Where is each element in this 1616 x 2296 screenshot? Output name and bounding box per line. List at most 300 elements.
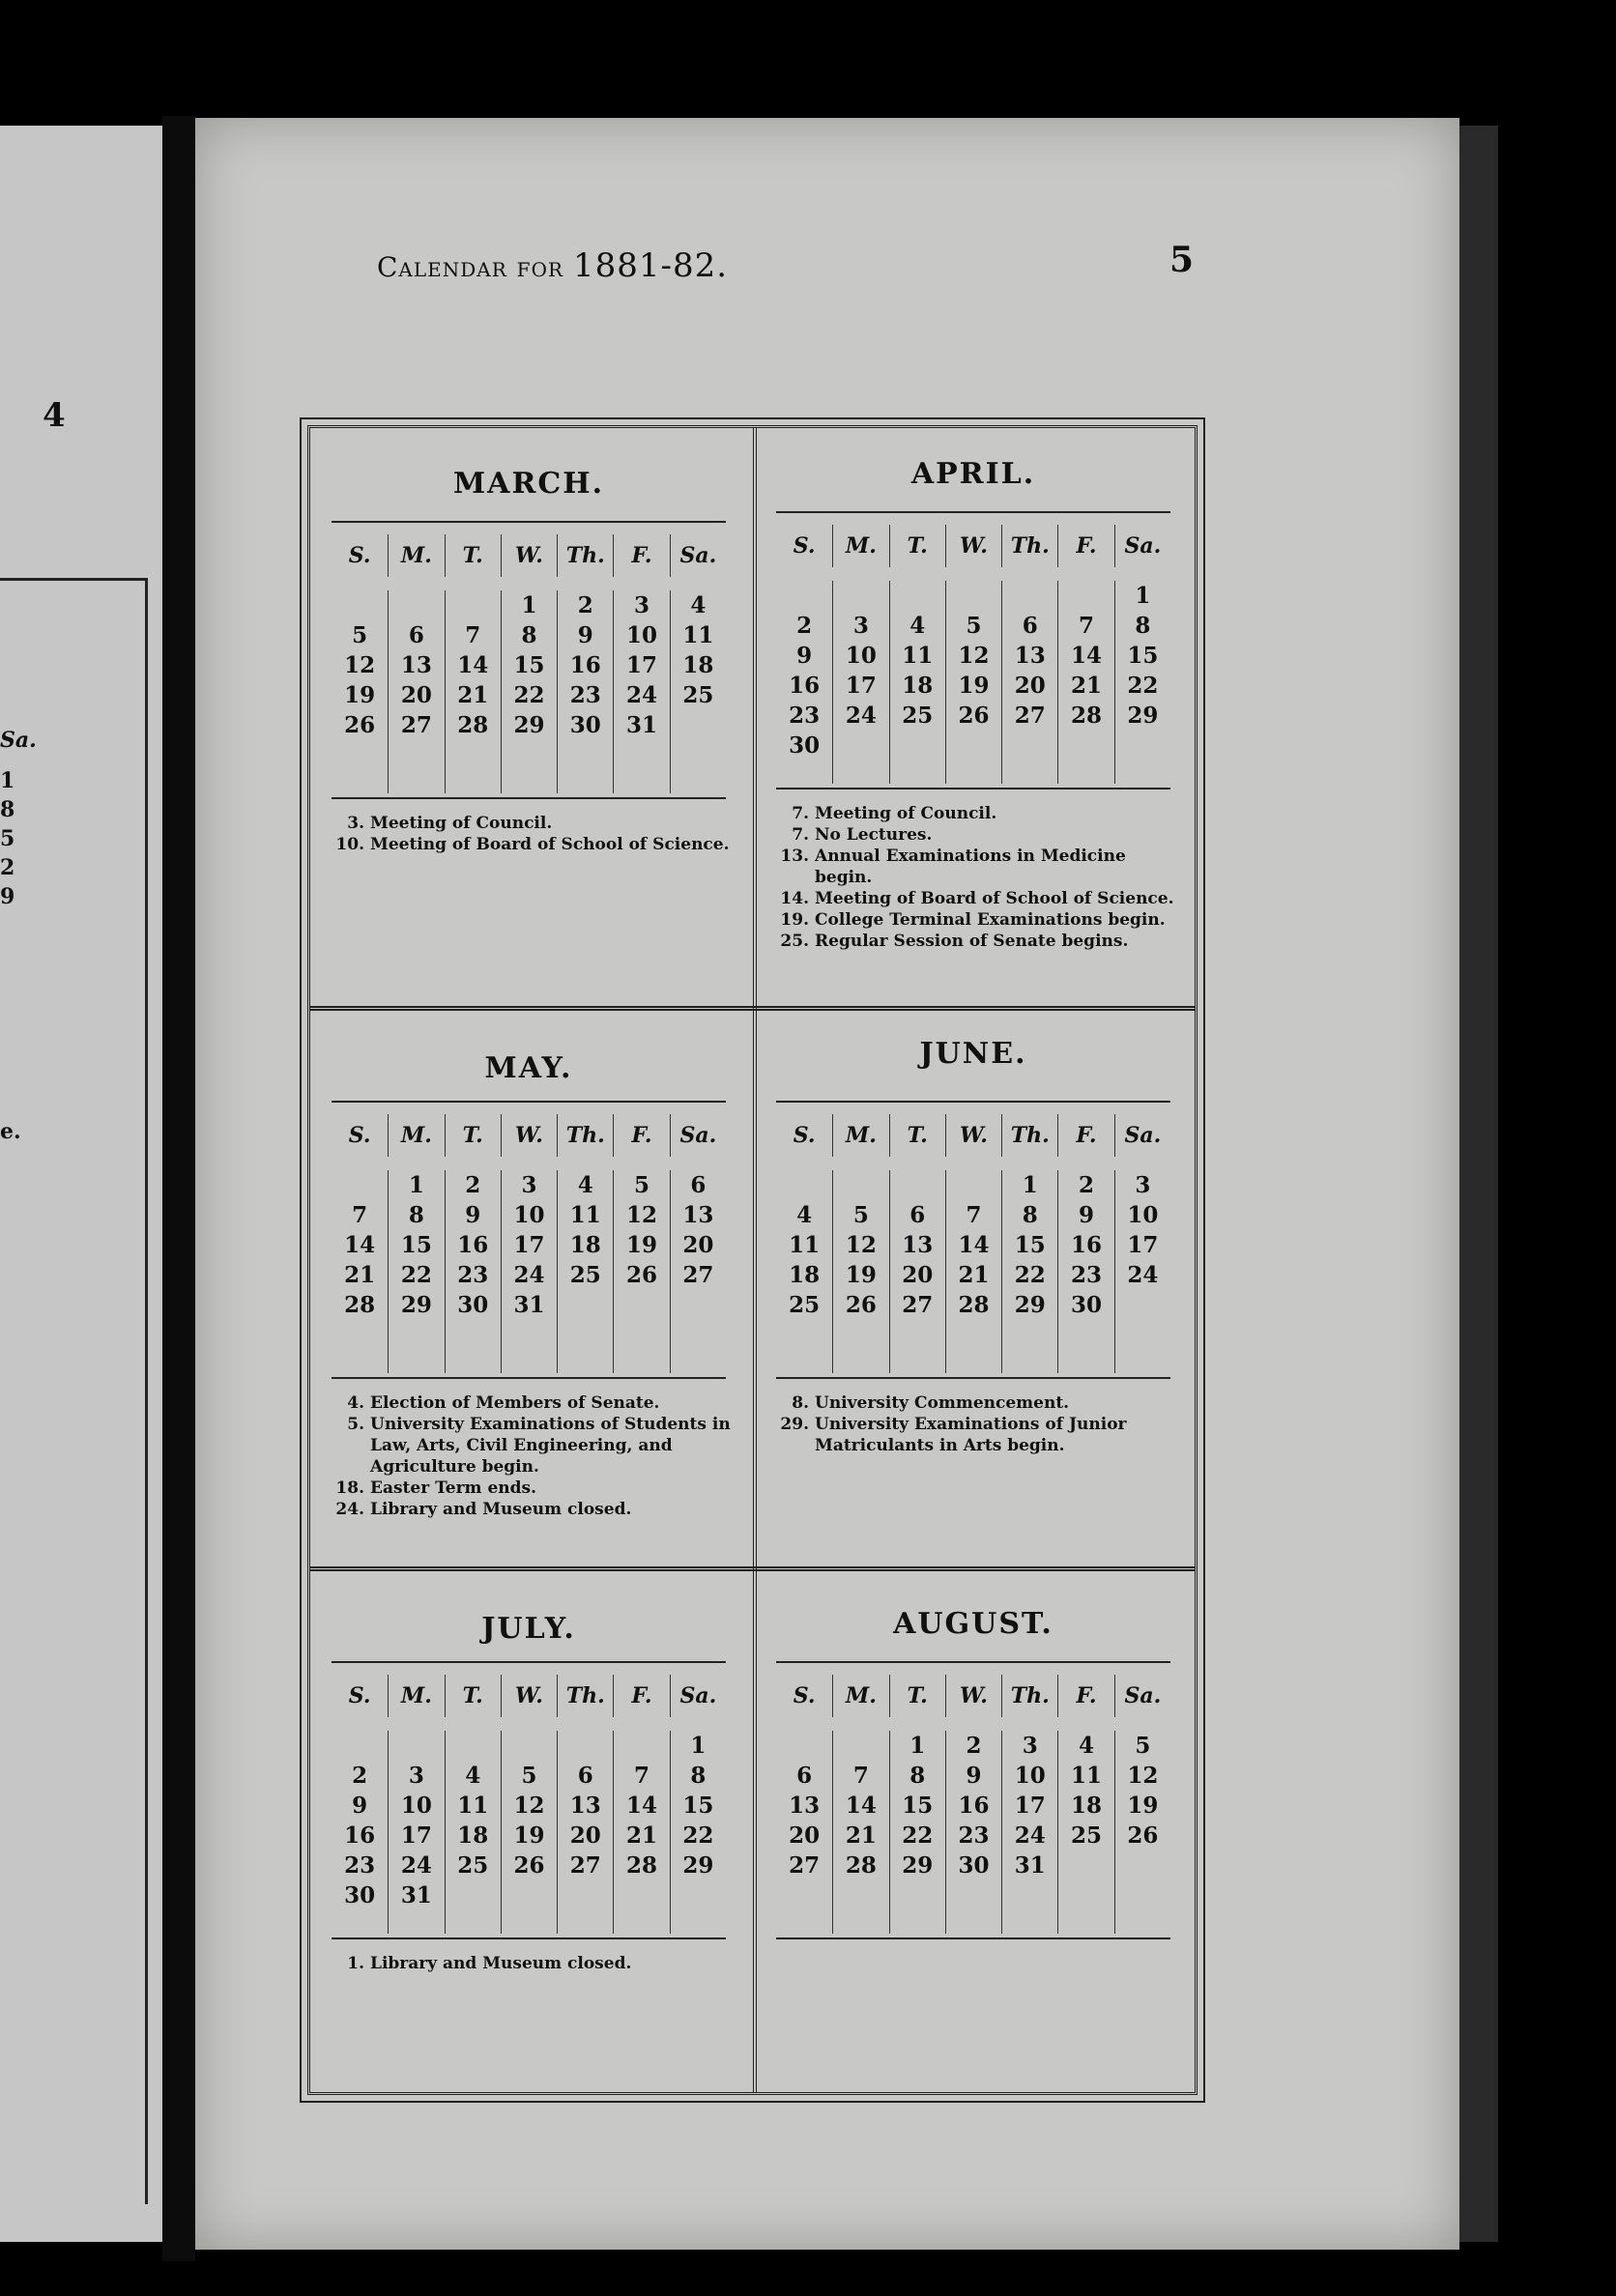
day-cell-spacer (1114, 1880, 1170, 1934)
weekday-label: T. (445, 1114, 501, 1157)
note-text: Meeting of Board of School of Science. (815, 889, 1174, 908)
month-rule (776, 1661, 1170, 1663)
weekday-label: Th. (557, 1675, 613, 1717)
day-cell-spacer (332, 1320, 388, 1373)
day-cell (832, 581, 888, 611)
day-cell: 16 (789, 673, 821, 699)
day-cell-spacer (1001, 1320, 1057, 1373)
month-notes (330, 1953, 736, 1974)
note-day: 4. (347, 1393, 364, 1413)
day-cell: 9 (445, 1200, 501, 1230)
day-cell-spacer (557, 1910, 613, 1934)
day-cell: 7 (832, 1761, 888, 1791)
day-cell (832, 731, 888, 761)
weekday-label: T. (445, 534, 501, 577)
day-cell: 31 (613, 710, 669, 740)
day-cell: 23 (1057, 1260, 1113, 1290)
weekday-label: T. (889, 1114, 945, 1157)
day-cell-spacer (1001, 1880, 1057, 1934)
day-cell (776, 1170, 832, 1200)
day-cell (670, 1880, 726, 1910)
note-text: Regular Session of Senate begins. (815, 932, 1129, 951)
day-cell: 24 (1001, 1821, 1057, 1851)
day-grid (776, 1157, 1170, 1373)
day-cell: 11 (1057, 1761, 1113, 1791)
day-cell: 1 (1001, 1170, 1057, 1200)
day-cell: 30 (557, 710, 613, 740)
weekday-label: W. (501, 534, 557, 577)
day-cell: 18 (789, 1262, 821, 1288)
weekday-label: M. (388, 534, 444, 577)
month-notes (774, 1392, 1180, 1456)
weekday-label: M. (832, 1675, 888, 1717)
fragment-value: 1 (0, 768, 15, 793)
day-cell: 21 (344, 1262, 376, 1288)
day-cell (332, 1170, 388, 1200)
day-cell: 25 (1057, 1821, 1113, 1851)
day-cell-spacer (945, 761, 1001, 784)
weekday-label: W. (945, 1675, 1001, 1717)
day-cell (832, 1731, 888, 1761)
note-item (774, 931, 1180, 952)
day-cell: 12 (501, 1791, 557, 1821)
day-cell: 22 (1001, 1260, 1057, 1290)
notes-rule (332, 1377, 726, 1379)
fragment-value: 5 (0, 826, 15, 851)
weekday-label: Th. (1001, 1114, 1057, 1157)
note-text: University Commencement. (815, 1393, 1070, 1413)
day-cell-spacer (1057, 1880, 1113, 1934)
day-cell: 31 (501, 1290, 557, 1320)
day-cell: 8 (1114, 611, 1170, 641)
day-cell-spacer (501, 1910, 557, 1934)
day-cell: 10 (1001, 1761, 1057, 1791)
weekday-label: W. (945, 1114, 1001, 1157)
day-cell: 22 (889, 1821, 945, 1851)
weekday-label: Sa. (1114, 1675, 1170, 1717)
fragment-value: 8 (0, 797, 15, 822)
day-cell: 5 (832, 1200, 888, 1230)
day-cell: 20 (388, 680, 444, 710)
day-cell: 13 (789, 1793, 821, 1819)
day-cell-spacer (332, 740, 388, 793)
day-cell: 27 (670, 1260, 726, 1290)
day-cell (889, 1170, 945, 1200)
day-cell: 27 (388, 710, 444, 740)
day-cell-spacer (332, 1910, 388, 1934)
day-cell-spacer (889, 761, 945, 784)
day-cell: 5 (352, 622, 368, 648)
note-day: 25. (780, 932, 809, 951)
day-cell (832, 1170, 888, 1200)
day-cell: 15 (670, 1791, 726, 1821)
day-cell: 25 (889, 701, 945, 731)
day-cell: 17 (388, 1821, 444, 1851)
day-cell: 7 (613, 1761, 669, 1791)
column-divider (753, 428, 757, 2092)
day-cell: 1 (1114, 581, 1170, 611)
day-cell (1001, 731, 1057, 761)
day-cell: 7 (1057, 611, 1113, 641)
day-cell: 28 (832, 1851, 888, 1880)
day-cell: 8 (1001, 1200, 1057, 1230)
day-cell: 2 (1057, 1170, 1113, 1200)
day-cell: 26 (613, 1260, 669, 1290)
fragment-column (0, 726, 37, 911)
day-grid (332, 577, 726, 793)
note-item (330, 1414, 736, 1478)
note-day: 7. (792, 825, 809, 845)
day-cell: 9 (352, 1793, 368, 1819)
weekday-label: Sa. (1114, 1114, 1170, 1157)
day-cell: 31 (388, 1880, 444, 1910)
weekday-label: Sa. (670, 1114, 726, 1157)
day-cell (1057, 731, 1113, 761)
day-cell-spacer (388, 740, 444, 793)
note-text: College Terminal Examinations begin. (815, 910, 1166, 930)
day-cell-spacer (557, 740, 613, 793)
left-page-calendar-fragment (0, 578, 148, 2204)
day-cell: 1 (501, 590, 557, 620)
note-text: Election of Members of Senate. (370, 1393, 660, 1413)
note-day: 10. (335, 835, 364, 854)
note-item (774, 888, 1180, 909)
day-cell (776, 581, 832, 611)
day-cell (1057, 581, 1113, 611)
day-cell: 10 (1114, 1200, 1170, 1230)
day-cell: 3 (832, 611, 888, 641)
weekday-label: W. (501, 1675, 557, 1717)
day-cell-spacer (945, 1320, 1001, 1373)
day-cell-spacer (445, 1910, 501, 1934)
day-cell: 26 (344, 712, 376, 738)
day-cell-spacer (776, 1880, 832, 1934)
fragment-header: Sa. (0, 728, 37, 753)
weekday-label: Th. (557, 534, 613, 577)
fragment-value: 2 (0, 855, 15, 880)
day-cell: 25 (445, 1851, 501, 1880)
day-cell: 30 (789, 732, 821, 759)
day-cell (889, 731, 945, 761)
day-cell: 3 (613, 590, 669, 620)
day-cell (388, 590, 444, 620)
day-cell: 2 (557, 590, 613, 620)
day-cell: 21 (613, 1821, 669, 1851)
weekday-label: S. (348, 1123, 371, 1148)
day-cell: 14 (344, 1232, 376, 1258)
day-cell-spacer (889, 1320, 945, 1373)
day-cell (332, 1731, 388, 1761)
weekday-label: Sa. (1114, 525, 1170, 567)
day-cell: 27 (1001, 701, 1057, 731)
day-cell: 18 (557, 1230, 613, 1260)
day-cell (613, 1731, 669, 1761)
day-cell: 14 (445, 650, 501, 680)
day-cell (1114, 1290, 1170, 1320)
day-cell: 30 (1057, 1290, 1113, 1320)
day-cell: 18 (445, 1821, 501, 1851)
day-cell: 12 (613, 1200, 669, 1230)
day-cell: 23 (557, 680, 613, 710)
weekday-label: M. (388, 1114, 444, 1157)
note-item (330, 1953, 736, 1974)
day-cell (501, 1880, 557, 1910)
weekday-label: S. (793, 1123, 816, 1148)
day-cell: 8 (670, 1761, 726, 1791)
day-cell (557, 1731, 613, 1761)
day-cell (945, 1170, 1001, 1200)
day-cell: 23 (344, 1852, 376, 1879)
day-cell: 2 (945, 1731, 1001, 1761)
day-cell: 28 (945, 1290, 1001, 1320)
day-cell: 6 (796, 1763, 813, 1789)
month-calendar (332, 534, 726, 793)
note-day: 3. (347, 814, 364, 833)
day-cell: 3 (501, 1170, 557, 1200)
day-grid (332, 1717, 726, 1934)
day-cell: 27 (557, 1851, 613, 1880)
day-cell (945, 581, 1001, 611)
weekday-label: M. (832, 1114, 888, 1157)
note-item (774, 1414, 1180, 1456)
page-edge (1459, 126, 1498, 2242)
day-cell (945, 731, 1001, 761)
day-cell: 24 (613, 680, 669, 710)
note-text: Meeting of Council. (815, 804, 997, 823)
row-separator (310, 1006, 1195, 1011)
day-cell: 29 (501, 710, 557, 740)
day-cell-spacer (388, 1910, 444, 1934)
left-page (0, 126, 168, 2242)
day-cell: 22 (670, 1821, 726, 1851)
day-cell: 23 (445, 1260, 501, 1290)
day-cell: 4 (670, 590, 726, 620)
day-cell: 4 (557, 1170, 613, 1200)
month-block (316, 438, 741, 979)
day-cell: 5 (613, 1170, 669, 1200)
month-calendar (332, 1675, 726, 1934)
day-cell: 1 (889, 1731, 945, 1761)
note-item (330, 1478, 736, 1499)
month-calendar (332, 1114, 726, 1373)
day-cell (889, 581, 945, 611)
month-rule (332, 1101, 726, 1103)
day-cell: 7 (945, 1200, 1001, 1230)
header-title: Calendar for (377, 251, 564, 283)
month-name: APRIL. (910, 457, 1036, 491)
month-name: JUNE. (919, 1037, 1027, 1071)
note-day: 14. (780, 889, 809, 908)
month-block (761, 1018, 1186, 1559)
day-cell: 11 (557, 1200, 613, 1230)
fragment-note: e. (0, 1119, 21, 1144)
day-cell: 24 (1114, 1260, 1170, 1290)
day-cell: 19 (613, 1230, 669, 1260)
day-cell (1114, 731, 1170, 761)
day-grid (776, 567, 1170, 784)
day-cell (445, 1731, 501, 1761)
day-cell: 6 (889, 1200, 945, 1230)
weekday-label: F. (1057, 1675, 1113, 1717)
day-cell: 17 (613, 650, 669, 680)
weekday-label: W. (945, 525, 1001, 567)
weekday-header (332, 1675, 726, 1717)
day-cell: 2 (352, 1763, 368, 1789)
month-notes (774, 803, 1180, 952)
day-cell: 24 (832, 701, 888, 731)
day-cell: 7 (352, 1202, 368, 1228)
day-cell: 7 (445, 620, 501, 650)
notes-rule (332, 797, 726, 799)
day-cell: 5 (945, 611, 1001, 641)
day-cell: 18 (670, 650, 726, 680)
day-cell (445, 590, 501, 620)
day-cell: 20 (670, 1230, 726, 1260)
month-notes (330, 1392, 736, 1520)
day-cell: 30 (344, 1882, 376, 1909)
note-item (774, 909, 1180, 931)
month-calendar (776, 1675, 1170, 1934)
left-page-number: 4 (43, 396, 66, 435)
weekday-label: Th. (1001, 1675, 1057, 1717)
day-cell-spacer (1057, 761, 1113, 784)
day-cell (1114, 1851, 1170, 1880)
day-cell: 29 (1001, 1290, 1057, 1320)
day-cell-spacer (1001, 761, 1057, 784)
weekday-label: Th. (1001, 525, 1057, 567)
row-separator (310, 1566, 1195, 1571)
day-cell: 15 (1114, 641, 1170, 671)
day-cell: 8 (889, 1761, 945, 1791)
day-cell: 21 (832, 1821, 888, 1851)
month-notes (330, 813, 736, 855)
day-cell: 21 (945, 1260, 1001, 1290)
day-cell: 18 (889, 671, 945, 701)
month-name: JULY. (481, 1612, 576, 1646)
day-cell-spacer (613, 740, 669, 793)
day-cell: 12 (945, 641, 1001, 671)
note-day: 1. (347, 1954, 364, 1973)
day-cell-spacer (1114, 761, 1170, 784)
weekday-header (776, 1114, 1170, 1157)
weekday-header (332, 534, 726, 577)
day-cell: 12 (832, 1230, 888, 1260)
day-cell: 9 (557, 620, 613, 650)
day-cell: 21 (1057, 671, 1113, 701)
day-cell-spacer (1057, 1320, 1113, 1373)
day-cell-spacer (832, 761, 888, 784)
note-text: University Examinations of Students in Law, Arts, Civil Engineering, and Agriculture begin. (370, 1415, 731, 1477)
note-item (774, 803, 1180, 824)
note-text: Library and Museum closed. (370, 1500, 632, 1519)
day-cell (557, 1290, 613, 1320)
day-cell: 31 (1001, 1851, 1057, 1880)
weekday-label: T. (445, 1675, 501, 1717)
weekday-header (332, 1114, 726, 1157)
day-cell: 15 (388, 1230, 444, 1260)
day-cell: 11 (889, 641, 945, 671)
day-cell: 9 (1057, 1200, 1113, 1230)
month-calendar (776, 525, 1170, 784)
day-cell: 20 (789, 1822, 821, 1849)
month-block (316, 1018, 741, 1559)
day-cell: 16 (557, 650, 613, 680)
weekday-label: Th. (557, 1114, 613, 1157)
day-cell-spacer (832, 1880, 888, 1934)
weekday-label: F. (1057, 525, 1113, 567)
day-cell: 20 (1001, 671, 1057, 701)
day-cell: 29 (889, 1851, 945, 1880)
note-day: 5. (347, 1415, 364, 1434)
day-cell: 29 (1114, 701, 1170, 731)
day-cell: 17 (832, 671, 888, 701)
day-cell: 25 (670, 680, 726, 710)
day-cell: 21 (445, 680, 501, 710)
day-cell: 22 (388, 1260, 444, 1290)
day-cell: 16 (344, 1822, 376, 1849)
weekday-label: F. (613, 534, 669, 577)
day-cell: 11 (445, 1791, 501, 1821)
day-cell (388, 1731, 444, 1761)
page-header (377, 246, 728, 285)
page-number: 5 (1169, 240, 1195, 280)
day-cell (557, 1880, 613, 1910)
day-cell: 15 (501, 650, 557, 680)
day-grid (332, 1157, 726, 1373)
day-cell (670, 1290, 726, 1320)
day-cell: 20 (557, 1821, 613, 1851)
day-cell-spacer (776, 1320, 832, 1373)
day-cell: 10 (832, 641, 888, 671)
day-cell (332, 590, 388, 620)
day-cell: 11 (789, 1232, 821, 1258)
note-item (330, 813, 736, 834)
day-cell: 14 (832, 1791, 888, 1821)
day-cell-spacer (388, 1320, 444, 1373)
day-cell: 13 (889, 1230, 945, 1260)
day-cell: 28 (1057, 701, 1113, 731)
month-rule (776, 1101, 1170, 1103)
day-cell: 29 (388, 1290, 444, 1320)
day-cell: 10 (501, 1200, 557, 1230)
month-name: AUGUST. (893, 1607, 1053, 1641)
day-cell: 16 (445, 1230, 501, 1260)
month-name: MARCH. (452, 467, 605, 501)
day-cell: 4 (889, 611, 945, 641)
day-cell: 2 (796, 613, 813, 639)
weekday-label: Sa. (670, 1675, 726, 1717)
header-year: 1881-82. (572, 246, 729, 285)
weekday-label: Sa. (670, 534, 726, 577)
day-cell: 18 (1057, 1791, 1113, 1821)
note-text: Meeting of Board of School of Science. (370, 835, 730, 854)
day-cell: 22 (501, 680, 557, 710)
weekday-label: F. (613, 1675, 669, 1717)
day-cell (613, 1880, 669, 1910)
day-cell: 16 (945, 1791, 1001, 1821)
day-cell: 28 (344, 1292, 376, 1318)
day-cell: 9 (945, 1761, 1001, 1791)
day-cell-spacer (501, 1320, 557, 1373)
note-text: Library and Museum closed. (370, 1954, 632, 1973)
notes-rule (776, 1937, 1170, 1939)
month-name: MAY. (484, 1051, 573, 1085)
note-item (774, 824, 1180, 846)
day-cell-spacer (613, 1910, 669, 1934)
fragment-value: 9 (0, 884, 15, 909)
day-cell: 10 (388, 1791, 444, 1821)
day-cell: 5 (501, 1761, 557, 1791)
